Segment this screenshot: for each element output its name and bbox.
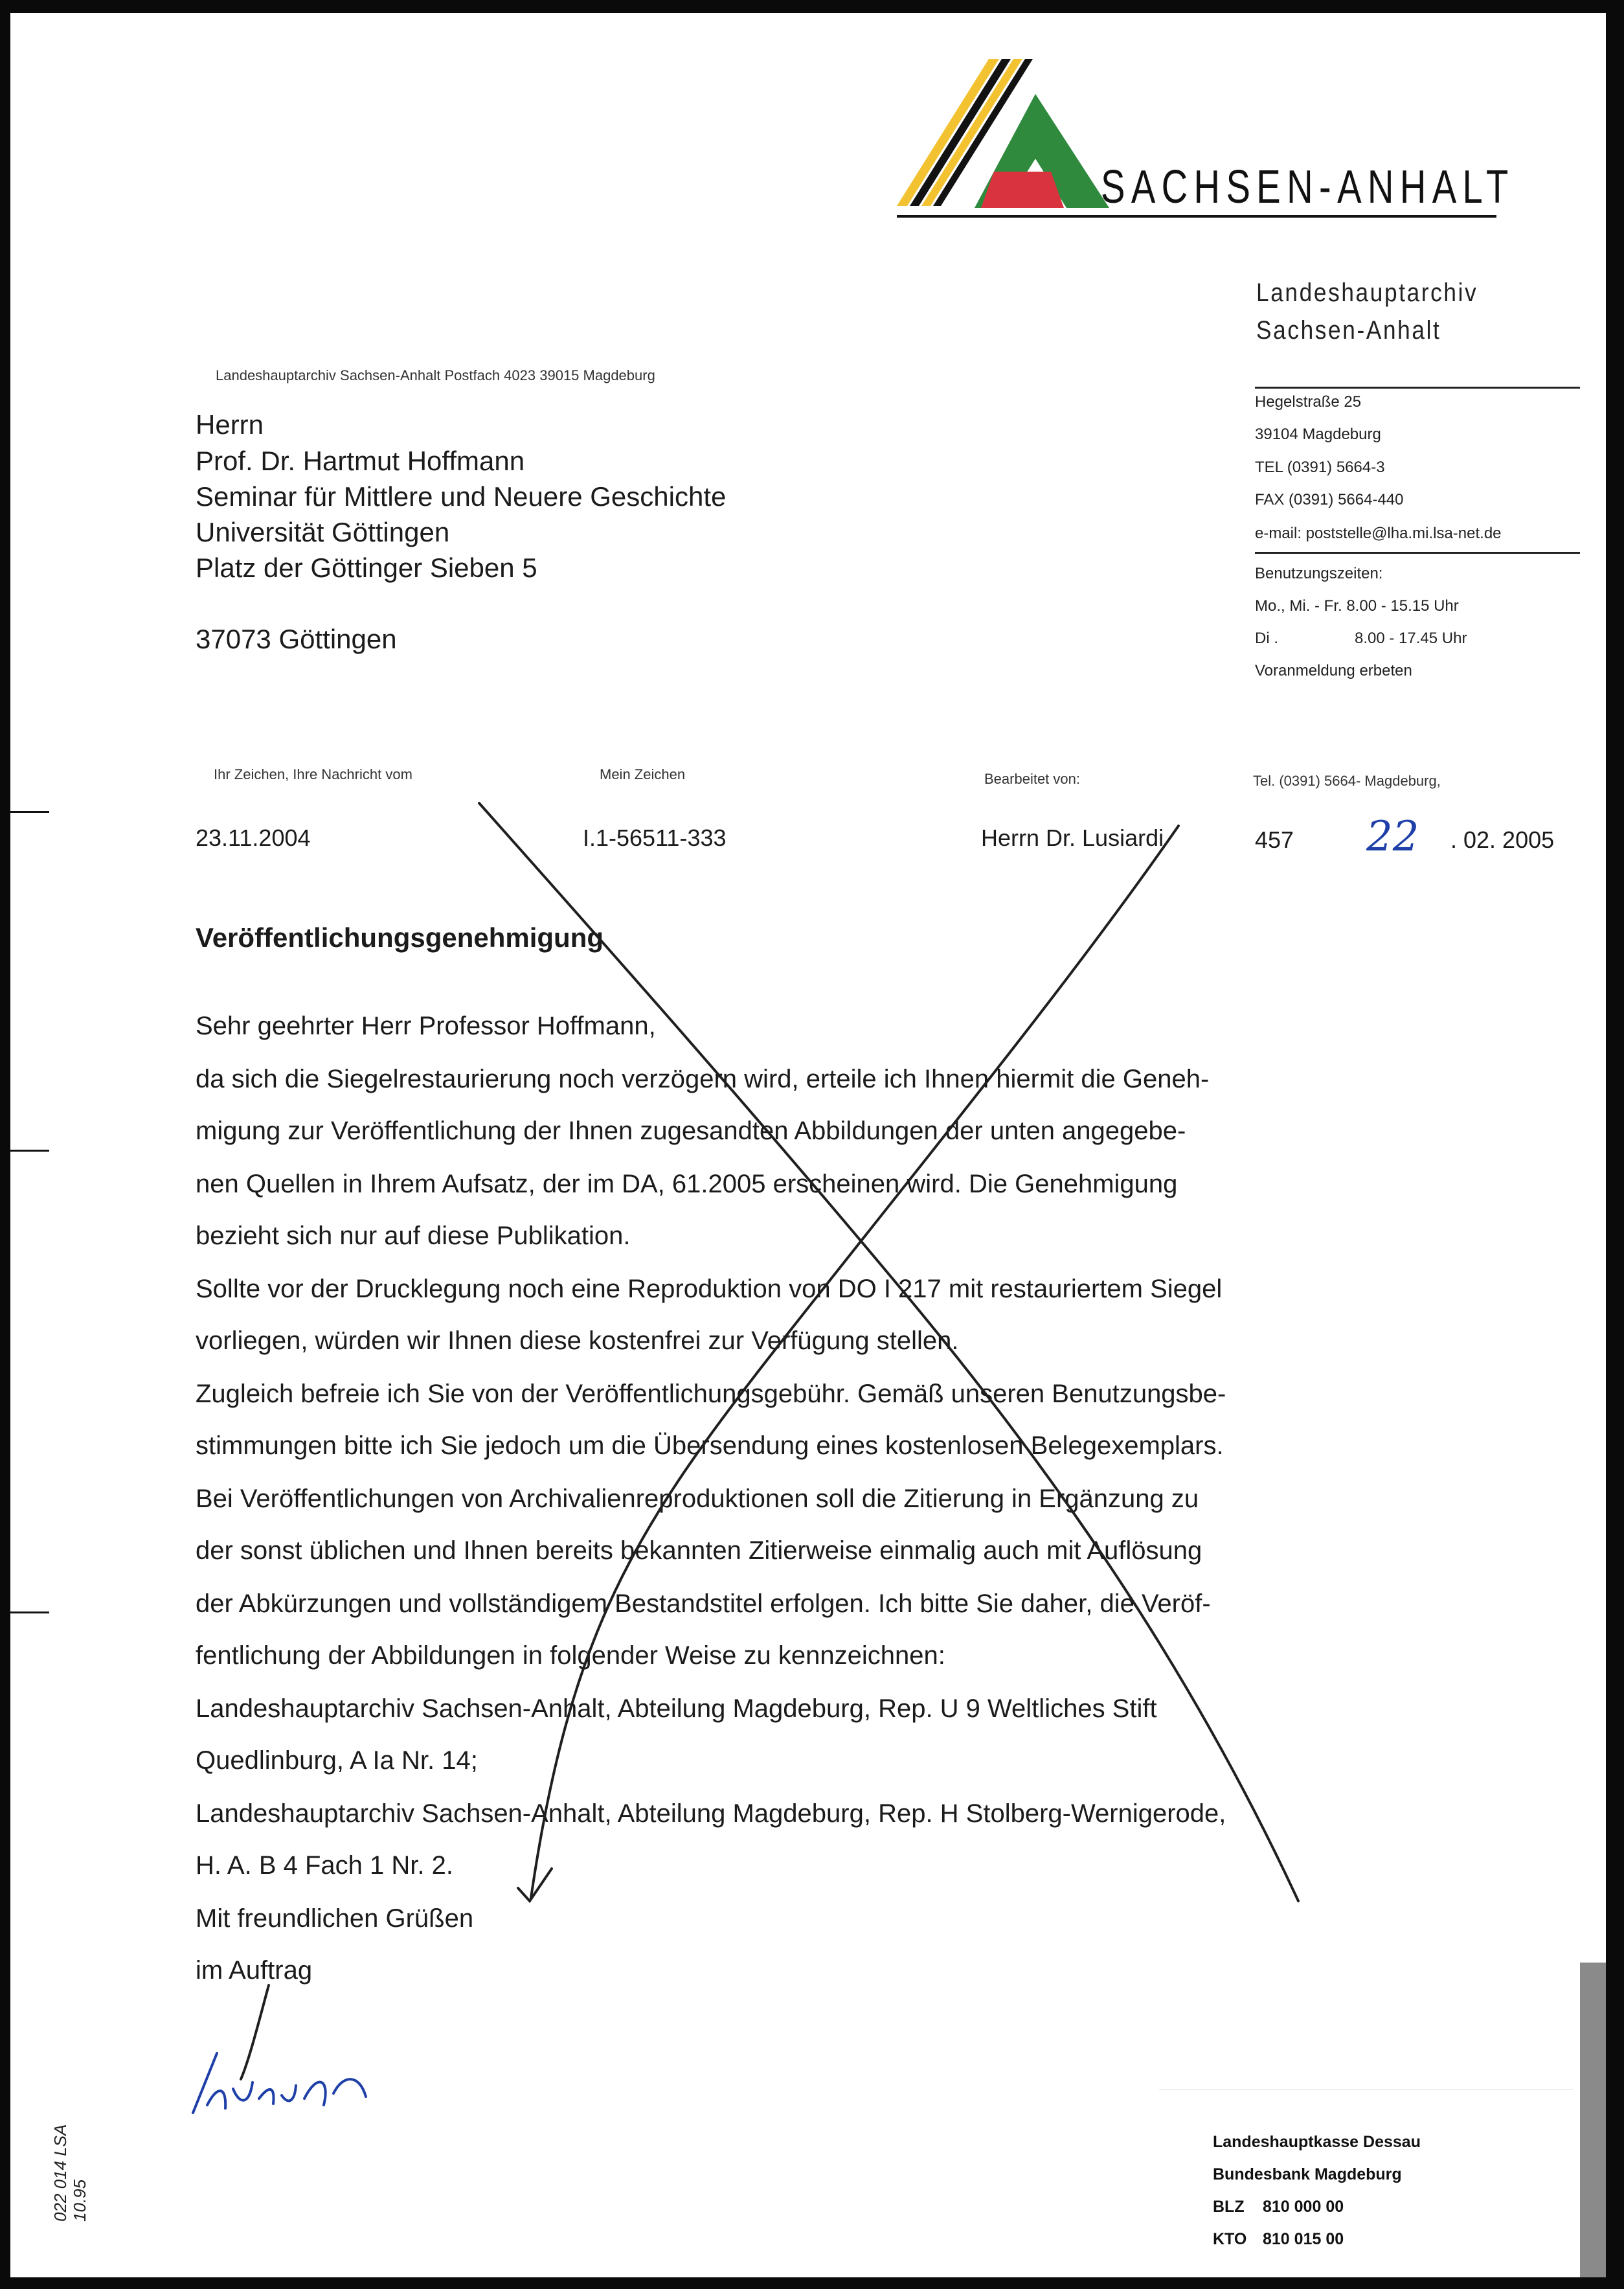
label-my-reference: Mein Zeichen <box>600 766 686 782</box>
recipient-street: Platz der Göttinger Sieben 5 <box>196 552 537 583</box>
recipient-department: Seminar für Mittlere und Neuere Geschichte <box>196 481 727 512</box>
handled-by-name: Herrn Dr. Lusiardi <box>981 825 1164 851</box>
bank-blz: 810 000 00 <box>1263 2198 1344 2216</box>
closing-line: Mit freundlichen Grüßen <box>196 1904 474 1933</box>
label-handled-by: Bearbeitet von: <box>984 771 1080 787</box>
contact-tel: TEL (0391) 5664-3 <box>1255 459 1385 476</box>
hours-title: Benutzungszeiten: <box>1255 565 1383 582</box>
letter-line: der Abkürzungen und vollständigem Bestandstitel erfolgen. Ich bitte Sie daher, die Veröf- <box>196 1589 1211 1618</box>
bank-name: Bundesbank Magdeburg <box>1213 2165 1402 2183</box>
signature <box>193 2053 366 2113</box>
telephone-extension: 457 <box>1255 826 1294 853</box>
form-code-line2: 10.95 <box>70 2179 89 2222</box>
letter-line: stimmungen bitte ich Sie jedoch um die Übersendung eines kostenlosen Belegexemplars. <box>196 1431 1224 1460</box>
letter-line: fentlichung der Abbildungen in folgender Weise zu kennzeichnen: <box>196 1641 945 1670</box>
bank-account-holder: Landeshauptkasse Dessau <box>1213 2133 1421 2151</box>
contact-city: 39104 Magdeburg <box>1255 426 1381 443</box>
my-reference-code: I.1-56511-333 <box>583 825 727 851</box>
contact-street: Hegelstraße 25 <box>1255 393 1362 411</box>
letter-subject: Veröffentlichungsgenehmigung <box>196 922 604 953</box>
citation-line: Landeshauptarchiv Sachsen-Anhalt, Abteilung Magdeburg, Rep. U 9 Weltliches Stift <box>196 1694 1157 1723</box>
recipient-city: 37073 Göttingen <box>196 624 397 654</box>
recipient-name: Prof. Dr. Hartmut Hoffmann <box>196 446 525 476</box>
handwritten-day: 22 <box>1366 813 1419 861</box>
contact-fax: FAX (0391) 5664-440 <box>1255 491 1404 508</box>
brand-wordmark: SACHSEN-ANHALT <box>1101 161 1515 213</box>
your-reference-date: 23.11.2004 <box>196 825 311 851</box>
letter-line: da sich die Siegelrestaurierung noch verzögern wird, erteile ich Ihnen hiermit die Geneh- <box>196 1065 1210 1093</box>
auftrag-stroke <box>241 1985 269 2079</box>
recipient-salutation: Herrn <box>196 409 264 440</box>
letter-line: migung zur Veröffentlichung der Ihnen zugesandten Abbildungen der unten angegebe- <box>196 1117 1186 1145</box>
bank-blz-label: BLZ <box>1213 2198 1245 2216</box>
letter-line: Bei Veröffentlichungen von Archivalienreproduktionen soll die Zitierung in Ergänzung zu <box>196 1485 1199 1513</box>
contact-email: e-mail: poststelle@lha.mi.lsa-net.de <box>1255 525 1502 542</box>
cross-out-stroke-2 <box>531 826 1179 1898</box>
letter-line: Sollte vor der Drucklegung noch eine Reproduktion von DO I 217 mit restauriertem Siegel <box>196 1275 1223 1303</box>
hours-line-2-time: 8.00 - 17.45 Uhr <box>1355 630 1467 647</box>
org-name-line2: Sachsen-Anhalt <box>1256 316 1441 345</box>
letter-greeting: Sehr geehrter Herr Professor Hoffmann, <box>196 1012 656 1040</box>
citation-line: Landeshauptarchiv Sachsen-Anhalt, Abteilung Magdeburg, Rep. H Stolberg-Wernigerode, <box>196 1799 1226 1828</box>
org-name-line1: Landeshauptarchiv <box>1256 279 1478 307</box>
bank-kto-label: KTO <box>1213 2230 1247 2248</box>
letter-line: der sonst üblichen und Ihnen bereits bekannten Zitierweise einmalig auch mit Auflösung <box>196 1536 1202 1565</box>
hours-note: Voranmeldung erbeten <box>1255 662 1412 679</box>
recipient-university: Universität Göttingen <box>196 517 450 547</box>
form-code-line1: 022 014 LSA <box>51 2124 70 2222</box>
hours-line-2-day: Di . <box>1255 630 1278 647</box>
sender-return-line: Landeshauptarchiv Sachsen-Anhalt Postfach 4023 39015 Magdeburg <box>216 367 655 383</box>
letter-line: Zugleich befreie ich Sie von der Veröffentlichungsgebühr. Gemäß unseren Benutzungsbe- <box>196 1380 1226 1408</box>
label-telephone: Tel. (0391) 5664- Magdeburg, <box>1253 773 1441 789</box>
letter-line: bezieht sich nur auf diese Publikation. <box>196 1222 631 1250</box>
hours-line-1: Mo., Mi. - Fr. 8.00 - 15.15 Uhr <box>1255 597 1459 615</box>
label-your-reference: Ihr Zeichen, Ihre Nachricht vom <box>214 766 412 782</box>
letter-line: nen Quellen in Ihrem Aufsatz, der im DA, 61.2005 erscheinen wird. Die Genehmigung <box>196 1170 1178 1198</box>
letter-date: . 02. 2005 <box>1450 826 1555 853</box>
closing-line: im Auftrag <box>196 1956 313 1985</box>
bank-kto: 810 015 00 <box>1263 2230 1344 2248</box>
letter-line: vorliegen, würden wir Ihnen diese kostenfrei zur Verfügung stellen. <box>196 1327 959 1355</box>
citation-line: Quedlinburg, A Ia Nr. 14; <box>196 1746 478 1775</box>
cross-out-stroke-1 <box>479 803 1298 1901</box>
citation-line: H. A. B 4 Fach 1 Nr. 2. <box>196 1851 453 1880</box>
